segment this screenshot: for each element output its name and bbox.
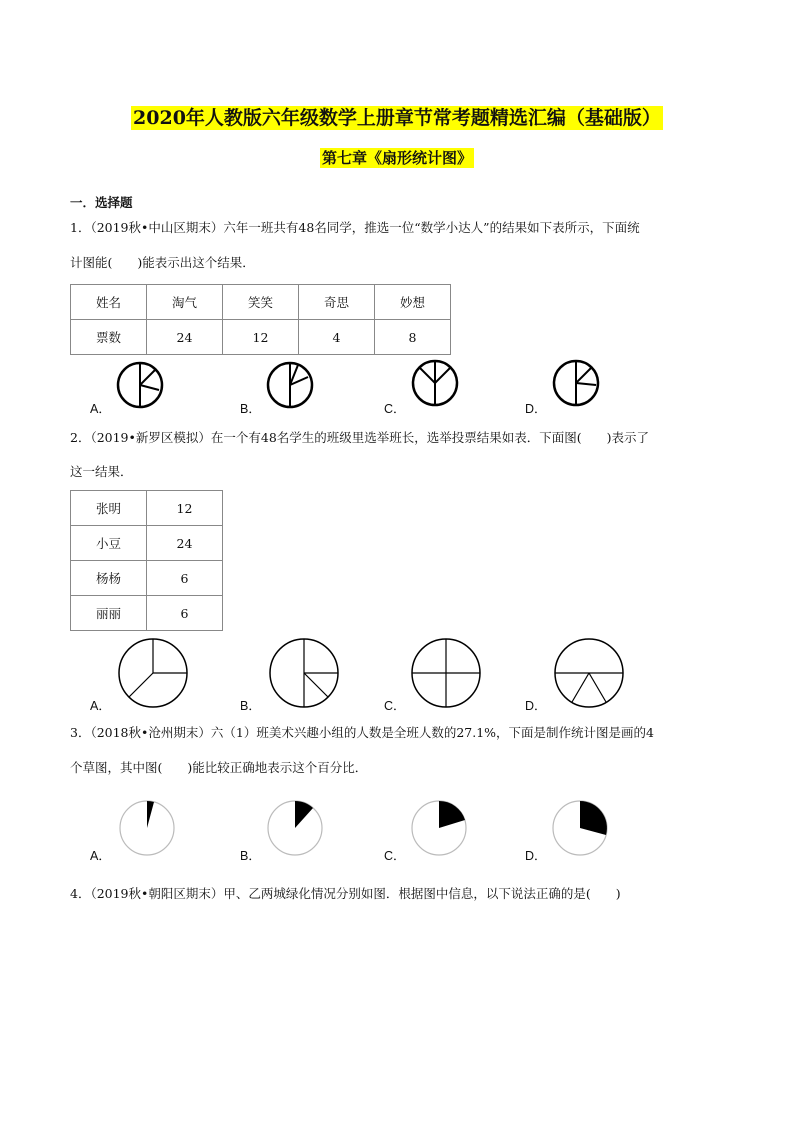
- q2-name-cell: 杨杨: [71, 561, 147, 596]
- q2-vote-table: [70, 490, 223, 631]
- q3-option-a-pie-icon: [118, 799, 176, 857]
- q2-name-cell: 张明: [71, 491, 147, 526]
- table-row: [71, 526, 223, 561]
- q1-table-cell: 24: [147, 320, 223, 355]
- q2-option-c-pie-icon: [410, 637, 482, 709]
- q1-table-cell: 妙想: [375, 285, 451, 320]
- q1-option-a-pie-icon: [115, 360, 165, 410]
- q2-option-d-pie-icon: [553, 637, 625, 709]
- q2-option-b-pie-icon: [268, 637, 340, 709]
- page-title-text: 2020年人教版六年级数学上册章节常考题精选汇编（基础版）: [133, 107, 661, 129]
- q1-table-cell: 淘气: [147, 285, 223, 320]
- q1-option-b-pie-icon: [265, 360, 315, 410]
- q3-option-b-pie-icon: [266, 799, 324, 857]
- q1-table-cell: 4: [299, 320, 375, 355]
- chapter-title: [0, 147, 794, 168]
- q1-option-d-label: D．: [525, 402, 547, 416]
- q3-option-a-label: A．: [90, 849, 111, 863]
- q1-table-cell: 8: [375, 320, 451, 355]
- q2-option-c-label: C．: [384, 699, 406, 713]
- q3-text-line1: 3．（2018秋•沧州期末）六（1）班美术兴趣小组的人数是全班人数的27.1%，下面是制作统计图是画的4: [70, 725, 655, 740]
- q1-table-data-row: [71, 320, 451, 355]
- q4-text-line1: 4．（2019秋•朝阳区期末）甲、乙两城绿化情况分别如图．根据图中信息，以下说法正确的是( ): [70, 886, 621, 901]
- page-title: [0, 103, 794, 130]
- q2-votes-cell: 12: [147, 491, 223, 526]
- q1-table-cell: 奇思: [299, 285, 375, 320]
- q1-text-line1: 1．（2019秋•中山区期末）六年一班共有48名同学，推选一位“数学小达人”的结果如下表所示，下面统: [70, 220, 640, 235]
- q1-text-line2: 计图能( )能表示出这个结果．: [70, 255, 255, 270]
- q1-option-a-label: A．: [90, 402, 111, 416]
- q2-option-d-label: D．: [525, 699, 547, 713]
- q1-table-cell: 笑笑: [223, 285, 299, 320]
- q3-option-d-pie-icon: [551, 799, 609, 857]
- q2-name-cell: 丽丽: [71, 596, 147, 631]
- q2-option-b-label: B．: [240, 699, 261, 713]
- section-heading: 一．选择题: [70, 195, 133, 210]
- q3-option-d-label: D．: [525, 849, 547, 863]
- chapter-title-text: 第七章《扇形统计图》: [321, 149, 472, 167]
- q1-table-cell: 12: [223, 320, 299, 355]
- q2-votes-cell: 6: [147, 561, 223, 596]
- table-row: [71, 561, 223, 596]
- table-row: [71, 596, 223, 631]
- q3-option-b-label: B．: [240, 849, 261, 863]
- q1-table-cell: 姓名: [71, 285, 147, 320]
- table-row: [71, 491, 223, 526]
- q1-vote-table: [70, 284, 451, 355]
- q1-option-c-pie-icon: [410, 358, 460, 408]
- q1-table-cell: 票数: [71, 320, 147, 355]
- q2-option-a-pie-icon: [117, 637, 189, 709]
- q3-text-line2: 个草图，其中图( )能比较正确地表示这个百分比．: [70, 760, 368, 775]
- q3-option-c-label: C．: [384, 849, 406, 863]
- q2-text-line1: 2．（2019•新罗区模拟）在一个有48名学生的班级里选举班长，选举投票结果如表．下面图( )表示了: [70, 430, 650, 445]
- q2-votes-cell: 6: [147, 596, 223, 631]
- q1-table-header-row: [71, 285, 451, 320]
- q2-votes-cell: 24: [147, 526, 223, 561]
- q2-option-a-label: A．: [90, 699, 111, 713]
- q1-option-c-label: C．: [384, 402, 406, 416]
- q1-option-d-pie-icon: [551, 358, 601, 408]
- q3-option-c-pie-icon: [410, 799, 468, 857]
- q2-text-line2: 这一结果．: [70, 464, 133, 479]
- q2-name-cell: 小豆: [71, 526, 147, 561]
- q1-option-b-label: B．: [240, 402, 261, 416]
